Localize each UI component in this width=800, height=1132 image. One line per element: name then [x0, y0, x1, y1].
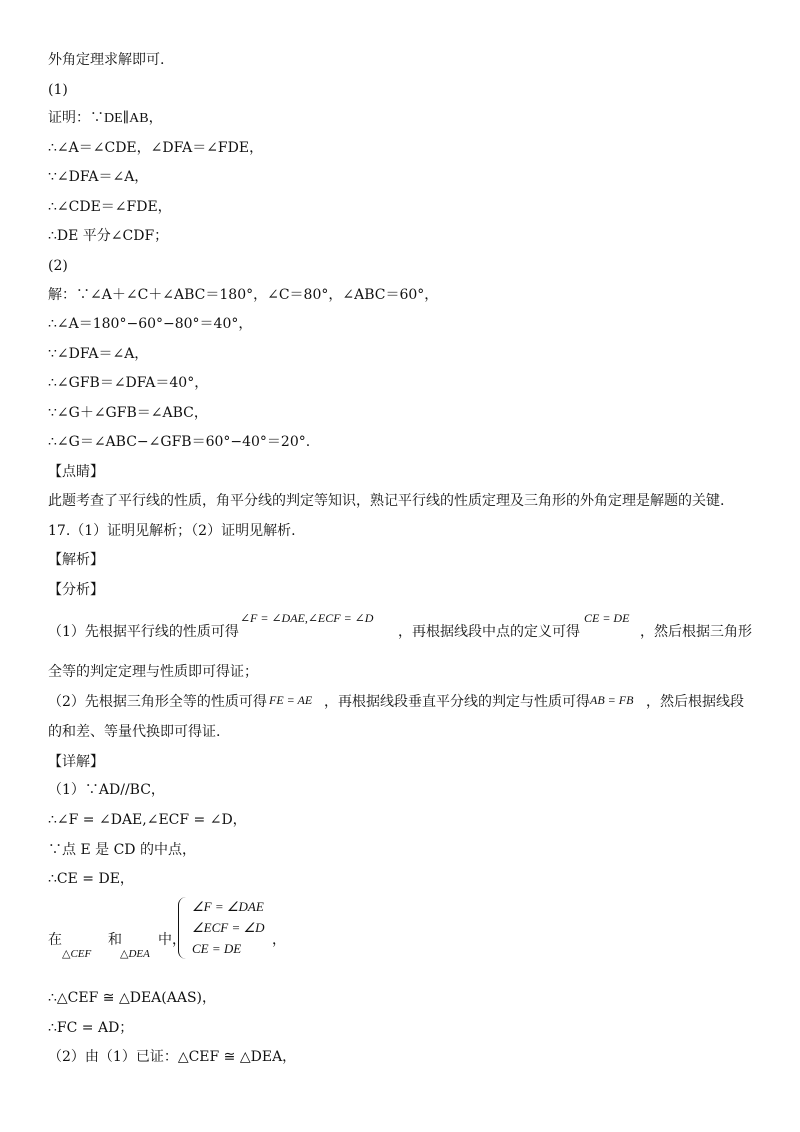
analysis-text: （1）先根据平行线的性质可得	[48, 624, 239, 640]
equation-system-brace	[178, 897, 189, 959]
section-heading: 【详解】	[48, 754, 104, 770]
proof-text: 中，	[158, 932, 186, 948]
text-line: ∴∠G＝∠ABC−∠GFB＝60°−40°＝20°.	[48, 434, 311, 450]
proof-line: ∴∠F = ∠DAE,∠ECF = ∠D，	[48, 812, 247, 828]
proof-line: ∴△CEF ≅ △DEA(AAS)，	[48, 990, 217, 1006]
proof-text: 和	[108, 932, 122, 948]
text-line: ∵∠DFA＝∠A，	[48, 169, 149, 185]
proof-line: ∵点 E 是 CD 的中点，	[48, 842, 196, 858]
proof-line: ∴FC = AD；	[48, 1020, 134, 1036]
text-line: ∴DE 平分∠CDF；	[48, 228, 169, 244]
inline-formula: ∠F = ∠DAE,∠ECF = ∠D	[240, 611, 374, 625]
analysis-text: 全等的判定定理与性质即可得证；	[48, 664, 258, 680]
text-line: ∴∠A＝∠CDE，∠DFA＝∠FDE，	[48, 140, 264, 156]
text-line: ∵∠DFA＝∠A，	[48, 346, 149, 362]
equation-system-line: ∠ECF = ∠D	[192, 920, 265, 935]
text-line: (2)	[48, 258, 68, 274]
inline-formula: FE = AE	[269, 693, 313, 707]
proof-text: 在	[48, 932, 62, 948]
inline-formula: CE = DE	[584, 611, 630, 625]
analysis-text: ，再根据线段中点的定义可得	[398, 624, 580, 640]
question-answer: 17.（1）证明见解析；（2）证明见解析.	[48, 523, 296, 539]
section-heading: 【点睛】	[48, 464, 104, 480]
text-line: ∵∠G＋∠GFB＝∠ABC，	[48, 405, 208, 421]
analysis-text: ，然后根据线段	[646, 694, 744, 710]
proof-text: ，	[272, 932, 286, 948]
equation-system-line: CE = DE	[192, 941, 242, 956]
equation-system-line: ∠F = ∠DAE	[192, 899, 264, 914]
proof-line: （2）由（1）已证：△CEF ≅ △DEA，	[48, 1049, 297, 1065]
text-line: 外角定理求解即可.	[48, 52, 165, 68]
analysis-line	[48, 622, 239, 642]
triangle-label: △DEA	[120, 948, 150, 960]
text-line: ∴∠CDE＝∠FDE，	[48, 199, 172, 215]
analysis-text: ，再根据线段垂直平分线的判定与性质可得	[324, 694, 590, 710]
section-heading: 【解析】	[48, 552, 104, 568]
text-line: ∴∠GFB＝∠DFA＝40°，	[48, 375, 209, 391]
triangle-label: △CEF	[62, 948, 92, 960]
inline-formula: AB = FB	[590, 693, 634, 707]
text-line: 证明：∵DE∥AB，	[48, 111, 163, 126]
section-heading: 【分析】	[48, 582, 104, 598]
analysis-text: （2）先根据三角形全等的性质可得	[48, 694, 267, 710]
text-line: (1)	[48, 82, 68, 98]
text-line: ∴∠A＝180°−60°−80°＝40°，	[48, 316, 253, 332]
text-line: 此题考查了平行线的性质，角平分线的判定等知识，熟记平行线的性质定理及三角形的外角定理是解题的关键.	[48, 493, 725, 509]
text-line: 解：∵∠A＋∠C＋∠ABC＝180°，∠C＝80°，∠ABC＝60°，	[48, 287, 439, 303]
analysis-text: 的和差、等量代换即可得证.	[48, 724, 221, 740]
analysis-text: ，然后根据三角形	[640, 624, 752, 640]
proof-line: ∴CE = DE，	[48, 871, 134, 887]
proof-line: （1）∵AD//BC，	[48, 782, 165, 798]
